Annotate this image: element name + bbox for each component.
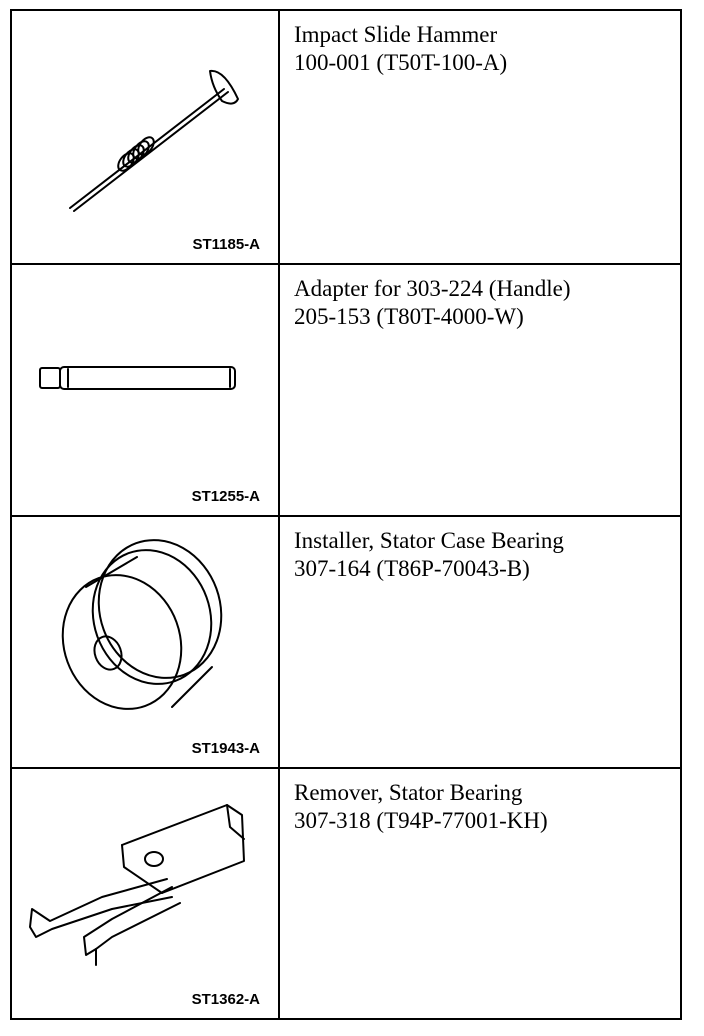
tool-row-installer (12, 517, 680, 769)
illustration-code: ST1185-A (192, 236, 260, 253)
tool-name: Remover, Stator Bearing (294, 780, 523, 805)
bearing-remover-icon (12, 769, 280, 1016)
illustration-code: ST1362-A (191, 991, 260, 1008)
tool-illustration-cell (12, 517, 280, 767)
tool-row-remover (12, 769, 680, 1018)
tool-name: Installer, Stator Case Bearing (294, 528, 564, 553)
tool-illustration-cell (12, 265, 280, 515)
tool-number: 100-001 (T50T-100-A) (294, 50, 508, 75)
tool-row-impact-slide-hammer (12, 11, 680, 265)
tool-number: 307-164 (T86P-70043-B) (294, 556, 530, 581)
illustration-code: ST1943-A (191, 740, 260, 757)
tool-description (282, 769, 680, 1018)
bearing-installer-icon (12, 517, 280, 767)
adapter-rod-icon (12, 265, 280, 515)
tool-name: Impact Slide Hammer (294, 22, 498, 47)
tool-illustration-cell (12, 11, 280, 263)
tool-number: 307-318 (T94P-77001-KH) (294, 808, 548, 833)
tool-illustration-cell (12, 769, 280, 1018)
tool-name: Adapter for 303-224 (Handle) (294, 276, 571, 301)
tool-description (282, 265, 680, 515)
tool-number: 205-153 (T80T-4000-W) (294, 304, 524, 329)
illustration-code: ST1255-A (191, 488, 260, 505)
tool-row-adapter (12, 265, 680, 517)
tool-description (282, 517, 680, 767)
special-tools-table (10, 9, 682, 1020)
slide-hammer-icon (12, 11, 280, 263)
tool-description (282, 11, 680, 263)
